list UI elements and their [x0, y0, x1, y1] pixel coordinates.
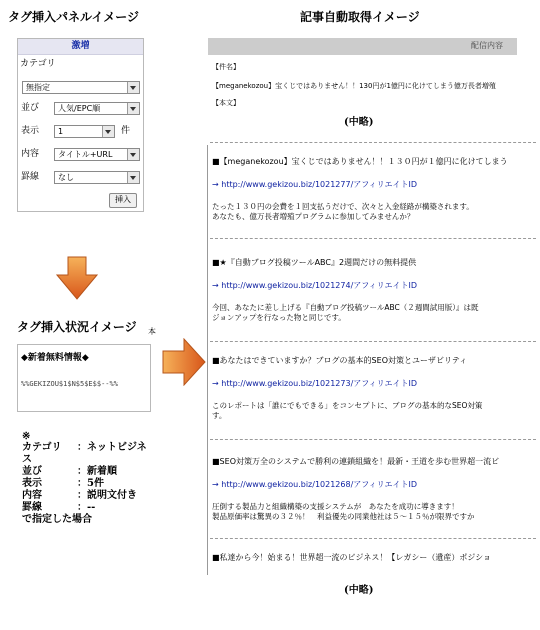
divider [210, 142, 536, 143]
divider [210, 238, 536, 239]
count-label: 表示 [21, 126, 40, 136]
divider [210, 439, 536, 440]
body-label: 【本文】 [212, 99, 240, 107]
arrow-right-icon [162, 338, 206, 386]
article-image-title: 記事自動取得イメージ [300, 10, 420, 24]
article-item: ■SEO対策万全のシステムで勝利の連鎖組織を！最新・王道を歩む世界超一流ビ → http://www.gekizou.biz/1021268/アフィリエイトID 圧倒する製品力と組織構築の支援システムが あなたを成功に導きます！ 製品原価率は驚異の３２％！ 利益優先の同業他社は５～１５％が限界ですか [212, 456, 536, 522]
panel-image-title: タグ挿入パネルイメージ [8, 10, 140, 24]
chevron-down-icon [127, 149, 139, 160]
insert-button[interactable]: 挿入 [109, 193, 137, 208]
content-label: 内容 [21, 149, 40, 159]
article-link[interactable]: → http://www.gekizou.biz/1021273/アフィリエイトID [212, 379, 417, 388]
tag-status-box [17, 344, 151, 412]
status-image-title: タグ挿入状況イメージ [17, 320, 137, 334]
chevron-down-icon [127, 82, 139, 93]
order-select[interactable]: 人気/EPC順 [54, 102, 140, 115]
arrow-down-icon [56, 256, 98, 300]
category-label: カテゴリ [20, 59, 56, 69]
chevron-down-icon [127, 103, 139, 114]
subject-value: 【meganekozou】宝くじではありません！！130円が1億円に化けてしまう億万長者増殖 [212, 82, 496, 90]
border-label: 罫線 [21, 172, 40, 182]
article-item: ■★『自動ブログ投稿ツールABC』2週間だけの無料提供 → http://www.gekizou.biz/1021274/アフィリエイトID 今回、あなたに差し上げる『自動ブログ投稿ツールABC（２週間試用版）』は既 ジョンアップを行なった物と同じです。 [212, 257, 536, 323]
order-label: 並び [21, 103, 40, 113]
border-select[interactable]: なし [54, 171, 140, 184]
category-select[interactable]: 無指定 [22, 81, 140, 94]
note-footer: で指定した場合 [22, 514, 92, 525]
count-select[interactable]: 1 [54, 125, 115, 138]
count-unit: 件 [121, 126, 131, 136]
subject-label: 【件名】 [212, 63, 240, 71]
omit-bottom: (中略) [344, 585, 374, 596]
content-select[interactable]: タイトル+URL [54, 148, 140, 161]
article-item: ■あなたはできていますか？ブログの基本的SEO対策とユーザビリティ → http://www.gekizou.biz/1021273/アフィリエイトID このレポートは「誰にでもできる」をコンセプトに、ブログの基本的なSEO対策 す。 [212, 355, 536, 421]
note-mark: ※ [22, 431, 31, 442]
note-block: カテゴリ ：ネットビジネ ス 並び ：新着順 表示 ：5件 内容 ：説明文付き 罫線 ：-- で指定した場合 [22, 442, 147, 525]
status-line-2: %%GEKIZOU$1$N$5$E$$--%% [21, 380, 118, 388]
status-line-1: ◆新着無料情報◆ [21, 353, 89, 363]
article-item: ■私達から今！始まる！世界超一流のビジネス！【レガシー（遺産）ポジショ [212, 553, 491, 562]
article-link[interactable]: → http://www.gekizou.biz/1021277/アフィリエイトID [212, 180, 417, 189]
article-item: ■【meganekozou】宝くじではありません！！１３０円が１億円に化けてしまう → http://www.gekizou.biz/1021277/アフィリエイトID たった１３０円の会費を１回支払うだけで、次々と入金経路が構築されます。 あなたも、億万長者増殖プログラムに参加してみませんか？ [212, 156, 536, 222]
article-link[interactable]: → http://www.gekizou.biz/1021268/アフィリエイトID [212, 480, 417, 489]
status-mark: 本 [148, 327, 156, 336]
panel-header: 激増 [18, 39, 143, 55]
delivery-header: 配信内容 [208, 38, 517, 55]
tag-insert-panel [17, 38, 144, 212]
chevron-down-icon [102, 126, 114, 137]
omit-top: (中略) [344, 117, 374, 128]
divider [210, 538, 536, 539]
divider [210, 341, 536, 342]
article-link[interactable]: → http://www.gekizou.biz/1021274/アフィリエイトID [212, 281, 417, 290]
content-border [207, 145, 208, 575]
chevron-down-icon [127, 172, 139, 183]
